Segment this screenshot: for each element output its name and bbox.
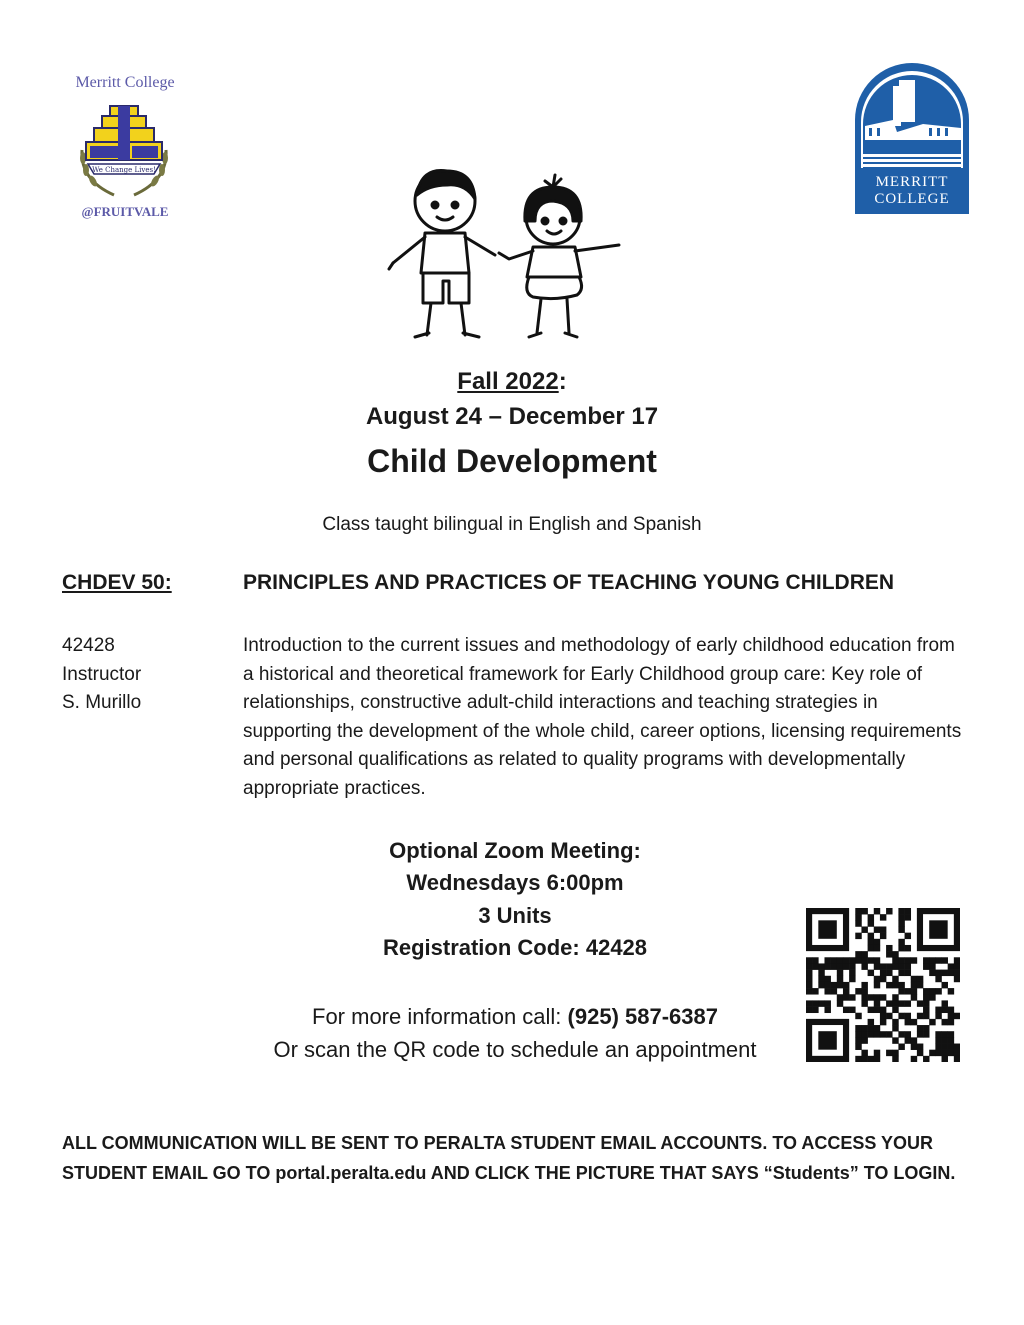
logo-line1: MERRITT [875,174,949,190]
instructor-label: Instructor [62,663,142,685]
bilingual-note: Class taught bilingual in English and Spanish [322,514,702,535]
logo-title: Merritt College [75,74,175,91]
phone-number[interactable]: (925) 587-6387 [567,1004,718,1029]
course-meta [62,632,141,718]
notice-text-2: AND CLICK THE PICTURE THAT SAYS “Students” TO LOGIN. [426,1163,956,1183]
page-title: Child Development [367,443,657,479]
notice-text-1: ALL COMMUNICATION WILL BE SENT TO PERALTA STUDENT EMAIL ACCOUNTS. TO ACCESS YOUR STUDENT EMAIL GO TO [62,1133,934,1183]
registration-code: Registration Code: 42428 [382,935,648,960]
term-heading [0,368,1024,396]
merritt-college-logo [853,62,971,216]
course-crn: 42428 [62,635,115,656]
meeting-days: Wednesdays 6:00pm [406,870,624,895]
merritt-fruitvale-logo [60,74,190,224]
term-suffix: : [558,368,567,395]
term-dates: August 24 – December 17 [365,403,659,430]
meeting-type: Optional Zoom Meeting: [389,838,641,863]
logo-footer: @FRUITVALE [81,204,169,219]
scan-instruction: Or scan the QR code to schedule an appointment [273,1037,757,1062]
course-code: CHDEV 50: [62,571,172,594]
course-units: 3 Units [478,903,552,928]
instructor-name: S. Murillo [62,692,142,713]
course-title: PRINCIPLES AND PRACTICES OF TEACHING YOUNG CHILDREN [243,571,895,594]
email-notice [62,1128,962,1188]
qr-code[interactable] [806,908,960,1062]
children-illustration [385,165,625,350]
logo-line2: COLLEGE [874,191,950,207]
course-description: Introduction to the current issues and methodology of early childhood education from a historical and theoretical framework for Early Childhood group care: Key role of relationships, constructive adult-child interactions and teaching strategies in supporting the development of the whole child, career options, licensing requirements and personal qualifications as related to quality programs with developmentally appropriate practices. [243,635,962,799]
logo-motto: We Change Lives! [92,166,156,174]
contact-info [230,1000,800,1066]
portal-link[interactable]: portal.peralta.edu [275,1163,427,1183]
call-label: For more information call: [312,1004,568,1029]
term-label: Fall 2022 [457,368,559,395]
pyramid-emblem-icon [74,100,174,200]
